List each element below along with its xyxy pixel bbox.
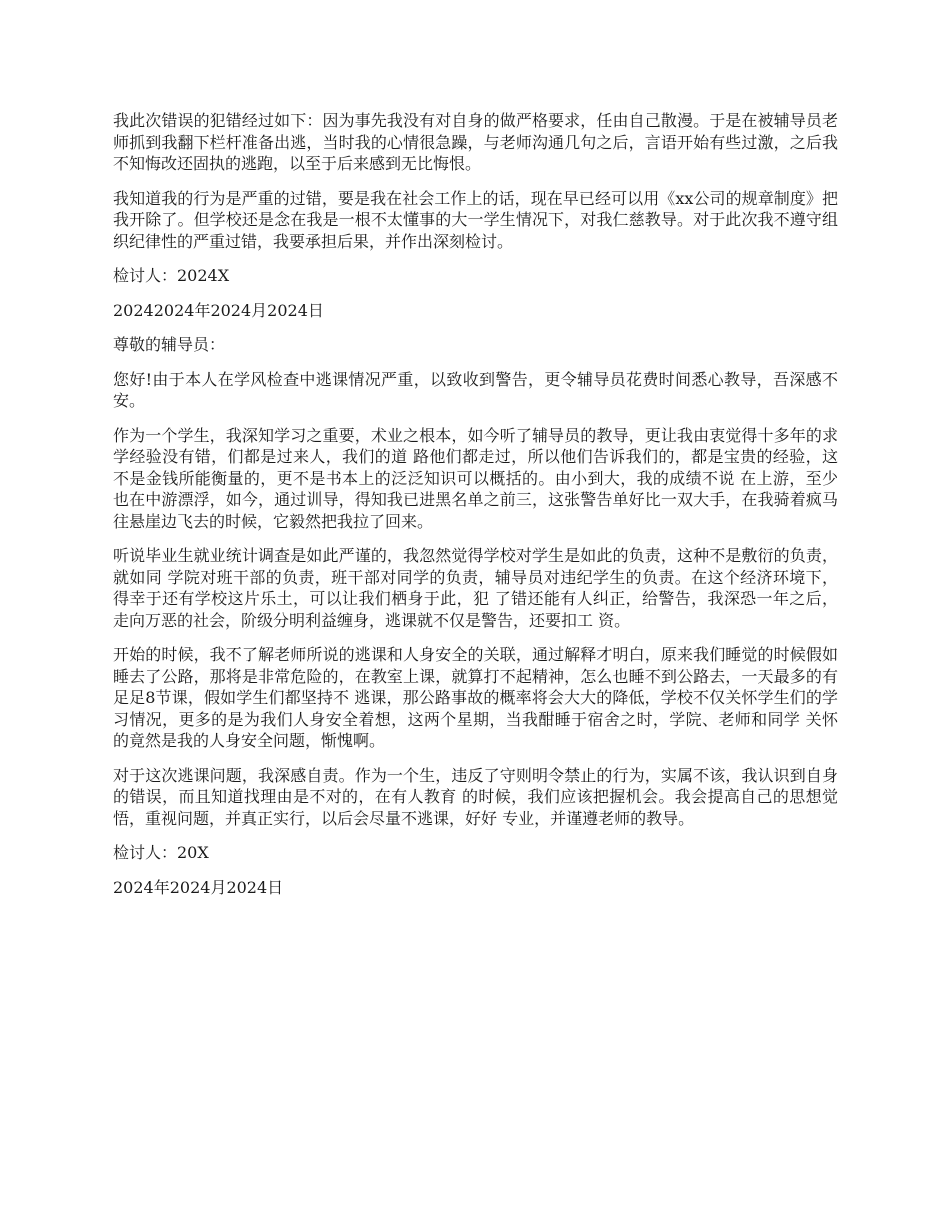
- paragraph-greeting: 您好!由于本人在学风检查中逃课情况严重，以致收到警告，更令辅导员花费时间悉心教导，吾深感不安。: [113, 369, 838, 410]
- paragraph-study-importance: 作为一个学生，我深知学习之重要，术业之根本，如今听了辅导员的教导，更让我由衷觉得十多年的求学经验没有错，们都是过来人，我们的道 路他们都走过，所以他们告诉我们的，都是宝贵的经验，这不是金钱所能衡量的，更不是书本上的泛泛知识可以概括的。由小到大，我的成绩不说 在上游，至少也在中游漂浮，如今，通过训导，得知我已进黑名单之前三，这张警告单好比一双大手，在我骑着疯马往悬崖边飞去的时候，它毅然把我拉了回来。: [113, 425, 838, 531]
- date-second: 2024年2024月2024日: [113, 877, 284, 897]
- paragraph-acknowledgement: 我知道我的行为是严重的过错，要是我在社会工作上的话，现在早已经可以用《xx公司的规章制度》把我开除了。但学校还是念在我是一根不太懂事的大一学生情况下，对我仁慈教导。对于此次我不遵守组织纪律性的严重过错，我要承担后果，并作出深刻检讨。: [113, 188, 838, 251]
- signature-first: 检讨人：2024X: [113, 266, 230, 285]
- date-first: 20242024年2024月2024日: [113, 300, 324, 320]
- paragraph-error-account: 我此次错误的犯错经过如下：因为事先我没有对自身的做严格要求，任由自己散漫。于是在被辅导员老师抓到我翻下栏杆准备出逃，当时我的心情很急躁，与老师沟通几句之后，言语开始有些过激，之后我不知悔改还固执的逃跑，以至于后来感到无比悔恨。: [113, 111, 838, 173]
- paragraph-self-reflection: 对于这次逃课问题，我深感自责。作为一个生，违反了守则明令禁止的行为，实属不该，我认识到自身的错误，而且知道找理由是不对的，在有人教育 的时候，我们应该把握机会。我会提高自己的思想觉悟，重视问题，并真正实行，以后会尽量不逃课，好好 专业，并谨遵老师的教导。: [113, 765, 838, 828]
- signature-second: 检讨人：20X: [113, 843, 209, 862]
- document-body: [113, 110, 838, 911]
- salutation: 尊敬的辅导员：: [113, 335, 226, 354]
- paragraph-safety: 开始的时候，我不了解老师所说的逃课和人身安全的关联，通过解释才明白，原来我们睡觉的时候假如睡去了公路，那将是非常危险的，在教室上课，就算打不起精神，怎么也睡不到公路去，一天最多的有足足8节课，假如学生们都坚持不 逃课，那公路事故的概率将会大大的降低，学校不仅关怀学生们的学习情况，更多的是为我们人身安全着想，这两个星期，当我酣睡于宿舍之时，学院、老师和同学 关怀的竟然是我的人身安全问题，惭愧啊。: [113, 645, 838, 750]
- paragraph-school-responsibility: 听说毕业生就业统计调查是如此严谨的，我忽然觉得学校对学生是如此的负责，这种不是敷衍的负责，就如同 学院对班干部的负责，班干部对同学的负责，辅导员对违纪学生的负责。在这个经济环境下，得幸于还有学校这片乐土，可以让我们栖身于此，犯 了错还能有人纠正，给警告，我深恐一年之后，走向万恶的社会，阶级分明利益缠身，逃课就不仅是警告，还要扣工 资。: [113, 546, 838, 630]
